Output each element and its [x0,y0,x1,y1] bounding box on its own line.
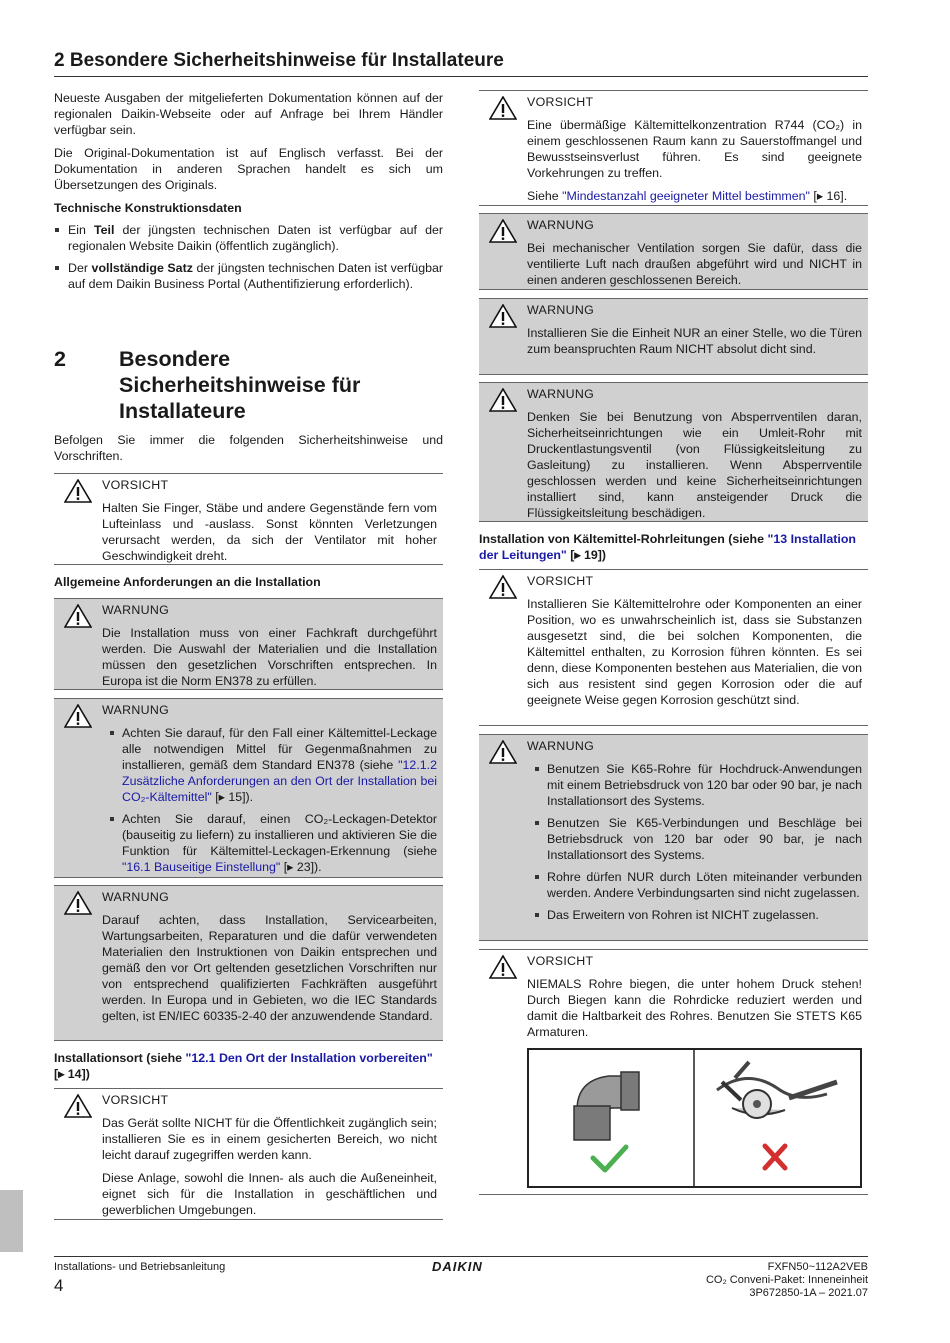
caution-box [479,949,868,1195]
see-reference: Siehe "Mindestanzahl geeigneter Mittel bestimmen" [▸ 16]. [527,189,848,203]
box-text: Installieren Sie die Einheit NUR an einer Stelle, wo die Türen zum beanspruchten Raum NICHT absolut dicht sind. [527,326,862,356]
warning-box [54,885,443,1041]
header-rule [54,76,868,77]
list-item: Der vollständige Satz der jüngsten technischen Daten ist verfügbar auf dem Daikin Business Portal (Authentifizierung erforderlich). [54,260,443,292]
box-text: Die Installation muss von einer Fachkraft durchgeführt werden. Die Auswahl der Materialien und die Installation müssen den gesetzlichen Vorschriften entsprechen. In Europa ist die Norm EN378 zu erfüllen. [102,626,437,688]
footer-product-info [706,1261,868,1300]
installation-site-heading: Installationsort (siehe "12.1 Den Ort der Installation vorbereiten" [▸ 14]) [54,1051,433,1081]
list-item: Benutzen Sie K65-Rohre für Hochdruck-Anwendungen mit einem Betriebsdruck von 120 bar oder 90 bar, je nach Installationsort des Systems. [527,761,862,809]
left-column-intro [54,90,443,298]
list-item: Benutzen Sie K65-Verbindungen und Beschläge bei Betriebsdruck von 120 bar oder 90 bar, je nach Installationsort des Systems. [527,815,862,863]
tech-data-heading: Technische Konstruktionsdaten [54,201,242,215]
pipe-bending-illustration [527,1048,862,1188]
box-text: Eine übermäßige Kältemittelkonzentration R744 (CO₂) in einem geschlossenen Raum kann zu Sauerstoffmangel und Bewusstseinsverlust führen. Es sind geeignete Vorkehrungen zu treffen. [527,118,862,180]
cross-reference-link[interactable]: "16.1 Bauseitige Einstellung" [122,860,281,874]
box-text: Denken Sie bei Benutzung von Absperrventilen daran, Sicherheitseinrichtungen wie ein Umleit-Rohr mit Druckentlastungsventil (von Flüssigkeitsleitung zu Gasleitung) zu installieren. Wenn Absperrventile geschlossen werden und keine Sicherheitseinrichtungen installiert sind, kann ansteigender Druck die Flüssigkeitsleitung beschädigen. [527,410,862,520]
intro-paragraph-2: Die Original-Dokumentation ist auf Englisch verfasst. Bei der Dokumentation in anderen Sprachen handelt es sich um Übersetzungen des Originals. [54,146,443,192]
warning-triangle-icon [489,304,517,328]
intro-paragraph-1: Neueste Ausgaben der mitgelieferten Dokumentation können auf der regionalen Daikin-Webseite oder auf Anfrage bei Ihrem Händler verfügbar sein. [54,91,443,137]
list-item: Achten Sie darauf, einen CO₂-Leckagen-Detektor (bauseitig zu liefern) zu installieren und aktivieren Sie die Funktion für Kältemittel-Leckagen-Erkennung (siehe "16.1 Bauseitige Einstellung" [▸ 23]). [102,811,437,875]
piping-heading: Installation von Kältemittel-Rohrleitungen (siehe "13 Installation der Leitungen" [▸ 19]) [479,532,856,562]
general-requirements-heading: Allgemeine Anforderungen an die Installation [54,575,321,589]
box-text: Darauf achten, dass Installation, Servicearbeiten, Wartungsarbeiten, Reparaturen und die dafür verwendeten Materialien den Instruktionen von Daikin entsprechen und gemäß den vor Ort geltenden gesetzlichen Vorschriften nur von entsprechend qualifizierten Fachkräften ausgeführt werden. In Europa und in Gebieten, wo die IEC Standards gelten, ist EN/IEC 60335-2-40 der anzuwendende Standard. [102,913,437,1023]
box-text: Halten Sie Finger, Stäbe und andere Gegenstände fern vom Lufteinlass und -auslass. Sonst könnten Verletzungen verursacht werden, da sich der Ventilator mit hoher Geschwindigkeit dreht. [102,501,437,563]
box-title: WARNUNG [527,739,595,753]
warning-triangle-icon [489,575,517,599]
box-title: WARNUNG [102,603,170,617]
box-text: Diese Anlage, sowohl die Innen- als auch die Außeneinheit, eignet sich für die Installation in geschäftlichen und gewerblichen Umgebungen. [102,1171,437,1217]
box-title: VORSICHT [527,574,594,588]
warning-triangle-icon [489,388,517,412]
footer-doc-type: Installations- und Betriebsanleitung [54,1261,226,1273]
footer-doc-code: 3P672850-1A – 2021.07 [749,1287,868,1299]
box-title: VORSICHT [527,954,594,968]
warning-triangle-icon [489,740,517,764]
follow-paragraph-wrap [54,432,443,471]
page-header-title: 2 Besondere Sicherheitshinweise für Installateure [54,50,504,71]
cross-reference-link[interactable]: "Mindestanzahl geeigneter Mittel bestimmen" [562,189,810,203]
cross-reference-link[interactable]: "12.1.2 Zusätzliche Anforderungen an den Ort der Installation bei CO₂-Kältemittel" [122,758,437,804]
caution-box [54,473,443,565]
warning-box [479,213,868,290]
box-title: VORSICHT [527,95,594,109]
warning-triangle-icon [489,955,517,979]
caution-box [479,90,868,206]
box-text: Installieren Sie Kältemittelrohre oder Komponenten an einer Position, wo es unwahrscheinlich ist, dass sie Substanzen ausgesetzt sind, die bei solchen Komponenten, die Kältemittel enthalten, zu Korrosion führen könnten. Es sei denn, diese Komponenten bestehen aus Materialien, die von sich aus resistent sind gegen Korrosion oder die auf geeignete Weise gegen Korrosion geschützt sind. [527,597,862,707]
warning-triangle-icon [64,891,92,915]
warning-triangle-icon [64,479,92,503]
warning-triangle-icon [64,1094,92,1118]
list-item: Das Erweitern von Rohren ist NICHT zugelassen. [527,907,862,923]
warning-triangle-icon [64,704,92,728]
box-title: WARNUNG [527,218,595,232]
warning-triangle-icon [489,219,517,243]
cross-reference-link[interactable]: "12.1 Den Ort der Installation vorbereiten" [185,1051,433,1065]
warning-box [54,598,443,690]
list-item: Achten Sie darauf, für den Fall einer Kältemittel-Leckage alle notwendigen Mittel für Gegenmaßnahmen zu installieren, gemäß dem Standard EN378 (siehe "12.1.2 Zusätzliche Anforderungen an den Ort der Installation bei CO₂-Kältemittel" [▸ 15]). [102,725,437,805]
list-item: Rohre dürfen NUR durch Löten miteinander verbunden werden. Andere Verbindungsarten sind nicht zugelassen. [527,869,862,901]
page-number: 4 [54,1276,64,1295]
footer-product: CO₂ Conveni-Paket: Inneneinheit [705,1274,868,1286]
box-text: NIEMALS Rohre biegen, die unter hohem Druck stehen! Durch Biegen kann die Rohrdicke reduziert werden und damit die Haltbarkeit des Rohres. Benutzen Sie STETS K65 Armaturen. [527,977,862,1039]
follow-paragraph: Befolgen Sie immer die folgenden Sicherheitshinweise und Vorschriften. [54,433,443,463]
warning-box [479,298,868,375]
section-number: 2 [54,347,66,371]
tech-data-list [54,222,443,292]
caution-box [479,569,868,726]
warning-triangle-icon [489,96,517,120]
cross-reference-link[interactable]: "13 Installation der Leitungen" [479,532,856,562]
section-title: Besondere Sicherheitshinweise für Installateure [119,347,361,423]
box-title: WARNUNG [527,387,595,401]
side-tab-marker [0,1190,23,1252]
box-title: WARNUNG [102,890,170,904]
box-title: VORSICHT [102,1093,169,1107]
list-item: Ein Teil der jüngsten technischen Daten ist verfügbar auf der regionalen Website Daikin (öffentlich zugänglich). [54,222,443,254]
brand-logo: DAIKIN [432,1259,483,1274]
footer-model: FXFN50~112A2VEB [767,1261,868,1273]
box-text: Bei mechanischer Ventilation sorgen Sie dafür, dass die ventilierte Luft nach draußen abgeführt wird und NICHT in einen anderen geschlossenen Bereich. [527,241,862,287]
caution-box [54,1088,443,1220]
box-title: VORSICHT [102,478,169,492]
warning-triangle-icon [64,604,92,628]
box-text: Das Gerät sollte NICHT für die Öffentlichkeit zugänglich sein; installieren Sie es in einem gesicherten Bereich, wo nicht leicht darauf zugegriffen werden kann. [102,1116,437,1162]
warning-box [54,698,443,878]
warning-box [479,382,868,522]
box-title: WARNUNG [527,303,595,317]
footer-rule [54,1256,868,1257]
box-title: WARNUNG [102,703,170,717]
warning-box [479,734,868,941]
